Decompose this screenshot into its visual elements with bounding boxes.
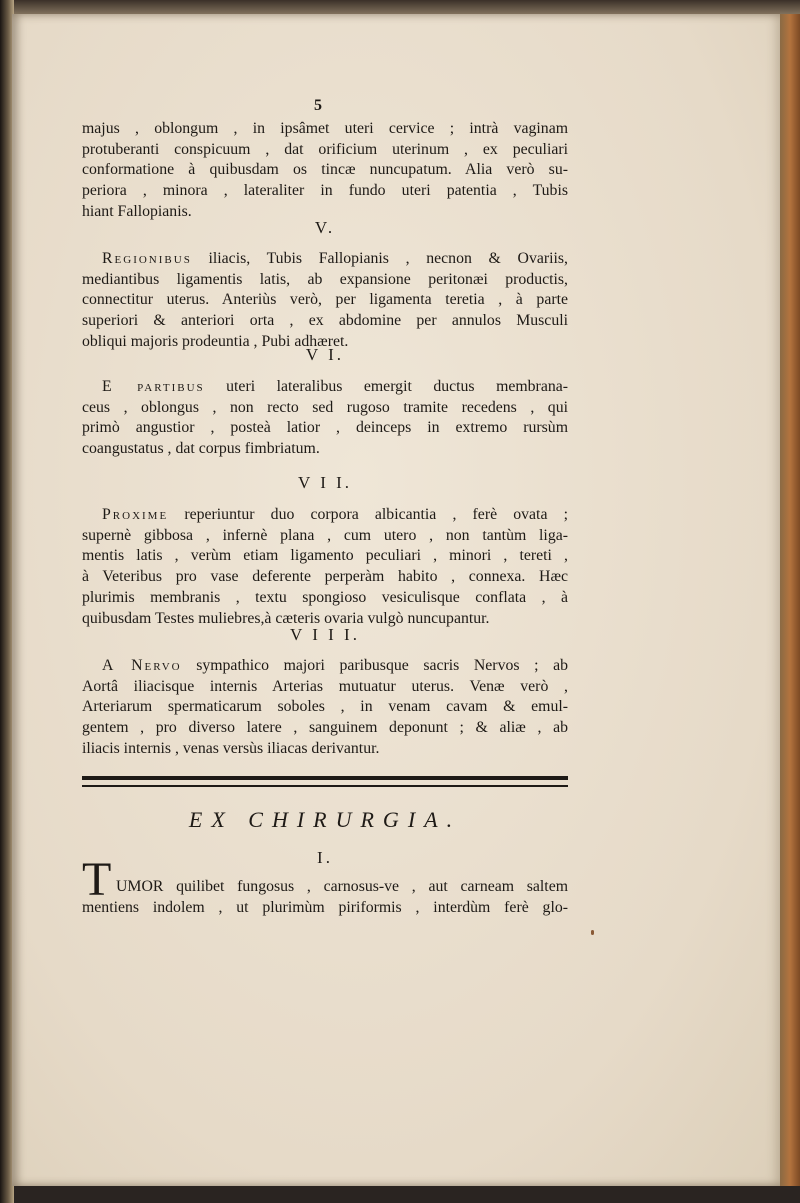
text-run: sympathico majori paribusque sacris Nervos ; ab — [181, 657, 568, 674]
text-line: UMOR quilibet fungosus , carnosus-ve , aut carneam saltem — [116, 878, 568, 895]
text-line: primò angustior , posteà latior , deinceps in extremo rursùm — [82, 419, 568, 437]
paragraph-vi — [82, 377, 568, 460]
text-line — [82, 656, 568, 677]
text-line: à Veteribus pro vase deferente perperàm habito , connexa. Hæc — [82, 568, 568, 586]
lead-word: E partibus — [102, 378, 205, 395]
text-run: uteri lateralibus emergit ductus membrana- — [204, 378, 568, 395]
paper-speck — [591, 930, 594, 935]
lead-word: A Nervo — [102, 657, 182, 674]
text-line — [82, 505, 568, 526]
text-line: protuberanti conspicuum , dat orificium uterinum , ex peculiari — [82, 140, 568, 158]
text-line: mediantibus ligamentis latis, ab expansione peritonæi productis, — [82, 270, 568, 288]
divider-thick — [82, 776, 568, 780]
paragraph-chirurgia-cont — [82, 898, 568, 919]
lead-word: Regionibus — [102, 250, 192, 267]
text-line: connectitur uterus. Anteriùs verò, per ligamenta teretia , à parte — [82, 291, 568, 309]
text-line: plurimis membranis , textu spongioso vesiculisque conflata , à — [82, 588, 568, 606]
section-numeral-i: I. — [317, 848, 333, 867]
section-numeral-v: V. — [314, 218, 336, 237]
section-title: EX CHIRURGIA. — [188, 807, 462, 832]
section-numeral-viii: V I I I. — [290, 625, 360, 644]
text-run: iliacis, Tubis Fallopianis , necnon & Ovariis, — [191, 250, 568, 267]
text-line: hiant Fallopianis. — [82, 202, 192, 220]
text-line: quibusdam Testes muliebres,à cæteris ovaria vulgò nuncupantur. — [82, 609, 490, 627]
text-line: Arteriarum spermaticarum soboles , in venam cavam & emul- — [82, 698, 568, 716]
text-line: periora , minora , lateraliter in fundo uteri patentia , Tubis — [82, 182, 568, 200]
text-line — [82, 377, 568, 398]
page-signature: 5 — [314, 97, 322, 114]
text-line: supernè gibbosa , infernè plana , cum utero , non tantùm liga- — [82, 526, 568, 544]
text-line: Aortâ iliacisque internis Arterias mutuatur uterus. Venæ verò , — [82, 677, 568, 695]
text-line: obliqui majoris prodeuntia , Pubi adhæret. — [82, 332, 349, 350]
paragraph-viii — [82, 656, 568, 760]
lead-word: Proxime — [102, 506, 169, 523]
text-line — [82, 249, 568, 270]
text-line: mentis latis , verùm etiam ligamento peculiari , minori , tereti , — [82, 547, 568, 565]
paragraph-vii — [82, 505, 568, 629]
text-line: conformatione à quibusdam os tincæ nuncupatum. Alia verò su- — [82, 161, 568, 179]
text-run: reperiuntur duo corpora albicantia , ferè ovata ; — [168, 506, 568, 523]
drop-cap: T — [82, 853, 112, 906]
text-line: ceus , oblongus , non recto sed rugoso tramite recedens , qui — [82, 398, 568, 416]
section-numeral-vii: V I I. — [297, 473, 353, 492]
text-line: mentiens indolem , ut plurimùm piriformis , interdùm ferè glo- — [82, 899, 568, 916]
divider-thin — [82, 785, 568, 787]
paragraph-chirurgia — [116, 877, 568, 898]
paragraph-intro — [82, 119, 568, 223]
page-edge — [780, 14, 800, 1186]
text-line: gentem , pro diverso latere , sanguinem deponunt ; & aliæ , ab — [82, 719, 568, 737]
paragraph-v — [82, 249, 568, 353]
text-line: iliacis internis , venas versùs iliacas derivantur. — [82, 739, 380, 757]
text-line: coangustatus , dat corpus fimbriatum. — [82, 440, 320, 458]
text-line: superiori & anteriori orta , ex abdomine per annulos Musculi — [82, 312, 568, 330]
section-numeral-vi: V I. — [305, 345, 345, 364]
text-line: majus , oblongum , in ipsâmet uteri cervice ; intrà vaginam — [82, 120, 568, 137]
